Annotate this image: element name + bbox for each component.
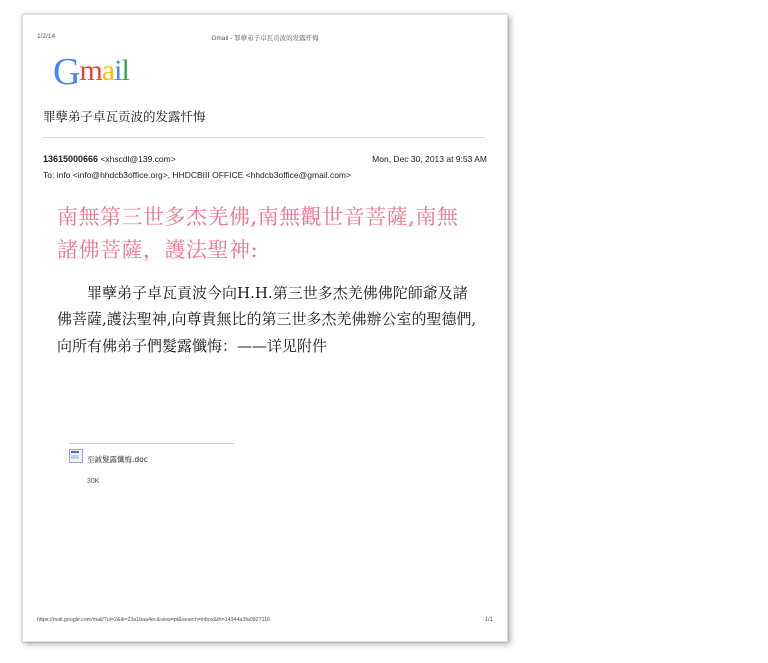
attachment-size: 30K: [87, 477, 100, 485]
attachment-divider: [69, 443, 234, 444]
email-body: [57, 201, 477, 359]
print-header-date: 1/2/14: [37, 33, 56, 40]
gmail-logo-i: i: [114, 54, 122, 87]
body-paragraph: 罪孽弟子卓瓦貢波今向H.H.第三世多杰羌佛佛陀師爺及諸佛菩薩,護法聖神,向尊貴無比的第三世多杰羌佛辦公室的聖德們,向所有佛弟子們髮露懺悔：——详见附件: [57, 284, 477, 355]
gmail-logo-a: a: [101, 54, 115, 87]
document-attachment-icon: [69, 449, 83, 463]
print-header-title: Gmail - 罪孽弟子卓瓦贡波的发露忏悔: [211, 35, 319, 42]
attachment-name[interactable]: 至誠髮露懺悔.doc: [87, 455, 148, 464]
email-date: Mon, Dec 30, 2013 at 9:53 AM: [372, 154, 487, 164]
printed-page: [22, 14, 508, 642]
email-subject: 罪孽弟子卓瓦贡波的发露忏悔: [43, 109, 206, 124]
email-meta: [43, 153, 487, 181]
gmail-logo-l: l: [121, 54, 129, 87]
print-footer: [23, 617, 507, 631]
gmail-logo: [53, 53, 129, 91]
print-footer-url: https://mail.google.com/mail/?ui=2&ik=23a1baa4ec&view=pt&search=inbox&th=14344a3fa0927116: [37, 617, 271, 623]
sender-address: <xhscdl@139.com>: [100, 154, 176, 164]
email-from-line: [43, 153, 487, 167]
print-footer-page: 1/1: [484, 617, 493, 623]
body-salutation: 南無第三世多杰羌佛,南無觀世音菩薩,南無諸佛菩薩，護法聖神:: [57, 205, 459, 262]
attachment-item[interactable]: [69, 448, 329, 490]
subject-divider: [43, 137, 485, 138]
gmail-logo-g: G: [53, 51, 80, 93]
email-to-line: To: info <info@hhdcb3office.org>, HHDCBIII OFFICE <hhdcb3office@gmail.com>: [43, 169, 351, 180]
sender-name: 13615000666: [43, 154, 99, 164]
print-header: [23, 15, 507, 45]
gmail-logo-m: m: [79, 54, 102, 87]
attachment-texts: [87, 448, 148, 490]
